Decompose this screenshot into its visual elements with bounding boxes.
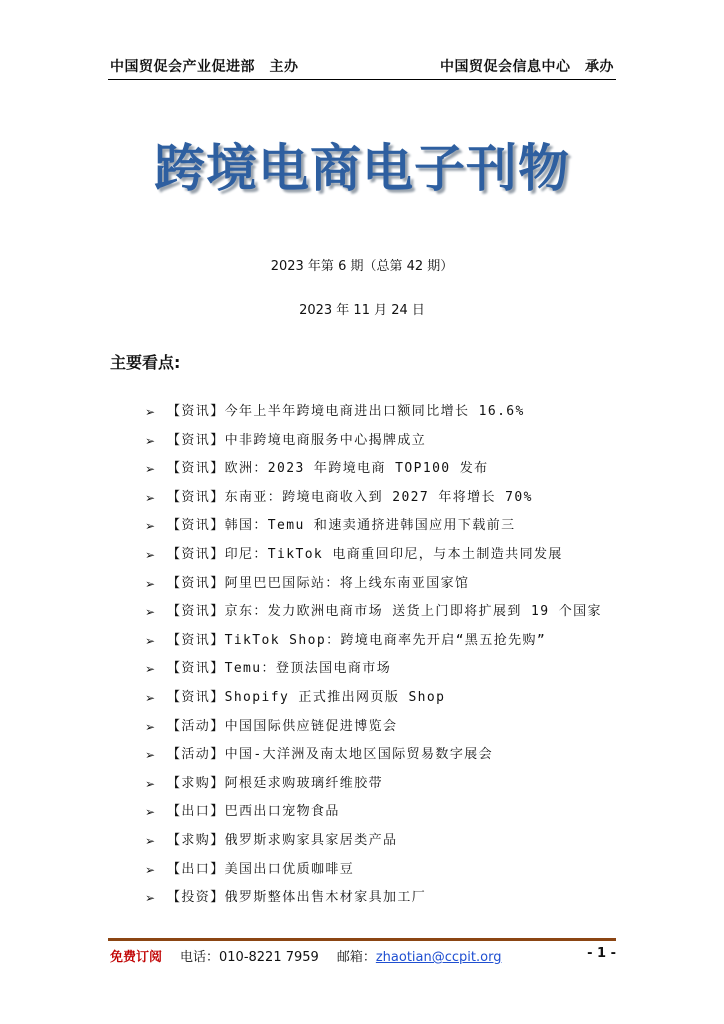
list-item-text: 【出口】美国出口优质咖啡豆 (167, 861, 355, 877)
arrow-bullet-icon: ➢ (145, 719, 157, 734)
contact-phone: 电话：010-8221 7959 (180, 950, 319, 965)
list-item (145, 827, 620, 856)
arrow-bullet-icon: ➢ (145, 433, 157, 448)
list-item-text: 【出口】巴西出口宠物食品 (167, 804, 340, 820)
email-label: 邮箱： (336, 950, 376, 965)
header-undertaker: 中国贸促会信息中心 承办 (440, 59, 614, 75)
page-number: - 1 - (587, 946, 616, 961)
header-organizer: 中国贸促会产业促进部 主办 (110, 59, 299, 75)
list-item-text: 【投资】俄罗斯整体出售木材家具加工厂 (167, 890, 427, 906)
arrow-bullet-icon: ➢ (145, 862, 157, 877)
list-item-text: 【资讯】Shopify 正式推出网页版 Shop (167, 689, 446, 705)
list-item-text: 【资讯】Temu：登顶法国电商市场 (167, 661, 392, 677)
list-item (145, 770, 620, 799)
highlights-list (145, 398, 620, 913)
list-item (145, 570, 620, 599)
list-item (145, 856, 620, 885)
arrow-bullet-icon: ➢ (145, 633, 157, 648)
highlights-heading: 主要看点: (110, 353, 181, 372)
list-item (145, 427, 620, 456)
header-divider (108, 79, 616, 80)
arrow-bullet-icon: ➢ (145, 547, 157, 562)
list-item (145, 884, 620, 913)
arrow-bullet-icon: ➢ (145, 490, 157, 505)
list-item-text: 【资讯】TikTok Shop：跨境电商率先开启“黑五抢先购” (167, 632, 547, 648)
list-item (145, 741, 620, 770)
list-item (145, 627, 620, 656)
list-item (145, 455, 620, 484)
list-item-text: 【求购】俄罗斯求购家具家居类产品 (167, 832, 398, 848)
list-item-text: 【活动】中国国际供应链促进博览会 (167, 718, 398, 734)
arrow-bullet-icon: ➢ (145, 405, 157, 419)
list-item (145, 484, 620, 513)
list-item (145, 713, 620, 742)
list-item (145, 398, 620, 427)
arrow-bullet-icon: ➢ (145, 576, 157, 591)
list-item-text: 【资讯】中非跨境电商服务中心揭牌成立 (167, 432, 427, 448)
footer (110, 946, 616, 965)
footer-divider (108, 938, 616, 941)
email-link[interactable]: zhaotian@ccpit.org (375, 950, 502, 965)
arrow-bullet-icon: ➢ (145, 776, 157, 791)
arrow-bullet-icon: ➢ (145, 519, 157, 534)
list-item-text: 【资讯】东南亚：跨境电商收入到 2027 年将增长 70% (167, 489, 533, 505)
arrow-bullet-icon: ➢ (145, 662, 157, 677)
list-item-text: 【资讯】印尼：TikTok 电商重回印尼，与本土制造共同发展 (167, 546, 563, 562)
list-item-text: 【资讯】京东：发力欧洲电商市场 送货上门即将扩展到 19 个国家 (167, 604, 602, 620)
list-item (145, 798, 620, 827)
list-item-text: 【活动】中国-大洋洲及南太地区国际贸易数字展会 (167, 747, 494, 763)
issue-number: 2023 年第 6 期（总第 42 期） (270, 259, 454, 274)
list-item (145, 512, 620, 541)
arrow-bullet-icon: ➢ (145, 833, 157, 848)
list-item (145, 655, 620, 684)
list-item-text: 【资讯】韩国：Temu 和速卖通挤进韩国应用下载前三 (167, 518, 516, 534)
arrow-bullet-icon: ➢ (145, 690, 157, 705)
list-item-text: 【求购】阿根廷求购玻璃纤维胶带 (167, 775, 384, 791)
arrow-bullet-icon: ➢ (145, 605, 157, 620)
list-item-text: 【资讯】今年上半年跨境电商进出口额同比增长 16.6% (167, 404, 525, 419)
list-item (145, 598, 620, 627)
list-item (145, 541, 620, 570)
arrow-bullet-icon: ➢ (145, 805, 157, 820)
list-item (145, 684, 620, 713)
list-item-text: 【资讯】欧洲：2023 年跨境电商 TOP100 发布 (167, 461, 489, 477)
arrow-bullet-icon: ➢ (145, 891, 157, 906)
issue-date: 2023 年 11 月 24 日 (299, 303, 425, 318)
list-item-text: 【资讯】阿里巴巴国际站：将上线东南亚国家馆 (167, 575, 470, 591)
free-subscribe-label: 免费订阅 (110, 950, 163, 965)
publication-title: 跨境电商电子刊物 (153, 140, 570, 199)
arrow-bullet-icon: ➢ (145, 748, 157, 763)
arrow-bullet-icon: ➢ (145, 462, 157, 477)
